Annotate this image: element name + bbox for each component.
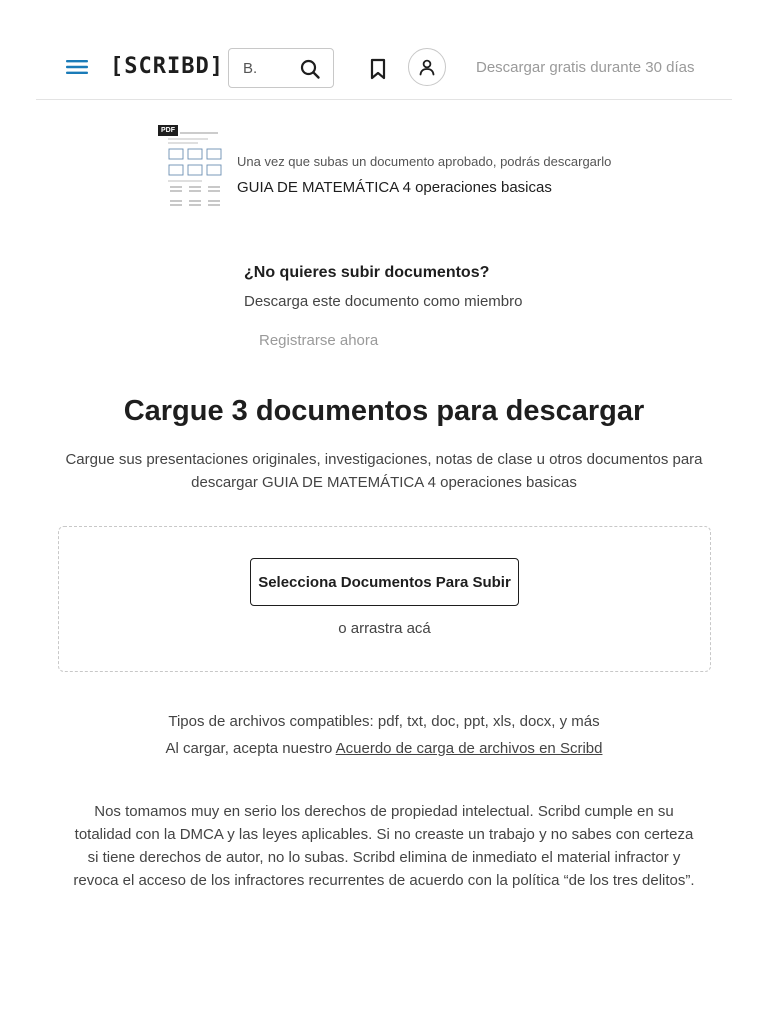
upload-dropzone[interactable]: [58, 526, 711, 672]
free-trial-link[interactable]: Descargar gratis durante 30 días: [476, 59, 695, 76]
search-icon[interactable]: [299, 58, 321, 80]
supported-file-types: Tipos de archivos compatibles: pdf, txt, doc, ppt, xls, docx, y más: [168, 713, 600, 730]
select-documents-button[interactable]: Selecciona Documentos Para Subir: [250, 558, 519, 606]
hamburger-menu-icon[interactable]: [66, 58, 88, 76]
account-button[interactable]: [408, 48, 446, 86]
intellectual-property-notice: Nos tomamos muy en serio los derechos de propiedad intelectual. Scribd cumple en su totalidad con la DMCA y las leyes aplicables. Si no creaste un trabajo y no sabes con certeza si tiene derechos de autor, no lo subas. Scribd elimina de inmediato el material infractor y revoca el acceso de los infractores recurrentes de acuerdo con la política “de los tres delitos”.: [73, 803, 695, 889]
no-upload-description: Descarga este documento como miembro: [244, 293, 523, 310]
upload-heading: Cargue 3 documentos para descargar: [123, 395, 645, 427]
upload-agreement-link[interactable]: Acuerdo de carga de archivos en Scribd: [335, 740, 603, 757]
scribd-logo[interactable]: [SCRIBD]: [110, 54, 224, 79]
register-now-link[interactable]: Registrarse ahora: [259, 332, 379, 349]
document-preview-image: [158, 125, 226, 215]
upload-description: Cargue sus presentaciones originales, investigaciones, notas de clase u otros documentos para descargar GUIA DE MATEMÁTICA 4 operaciones basicas: [65, 451, 703, 491]
document-thumbnail: [158, 125, 226, 215]
search-box: [228, 48, 334, 88]
bookmark-icon[interactable]: [368, 58, 388, 80]
agreement-prefix: Al cargar, acepta nuestro: [165, 740, 336, 757]
pdf-badge: PDF: [158, 125, 178, 136]
no-upload-heading: ¿No quieres subir documentos?: [244, 264, 490, 281]
user-icon: [418, 58, 436, 76]
drag-here-text: o arrastra acá: [338, 620, 431, 637]
site-header: [36, 0, 732, 100]
document-title: GUIA DE MATEMÁTICA 4 operaciones basicas: [237, 179, 552, 196]
download-note: Una vez que subas un documento aprobado, podrás descargarlo: [237, 154, 612, 169]
search-input[interactable]: [237, 55, 295, 81]
upload-agreement: [0, 739, 768, 759]
